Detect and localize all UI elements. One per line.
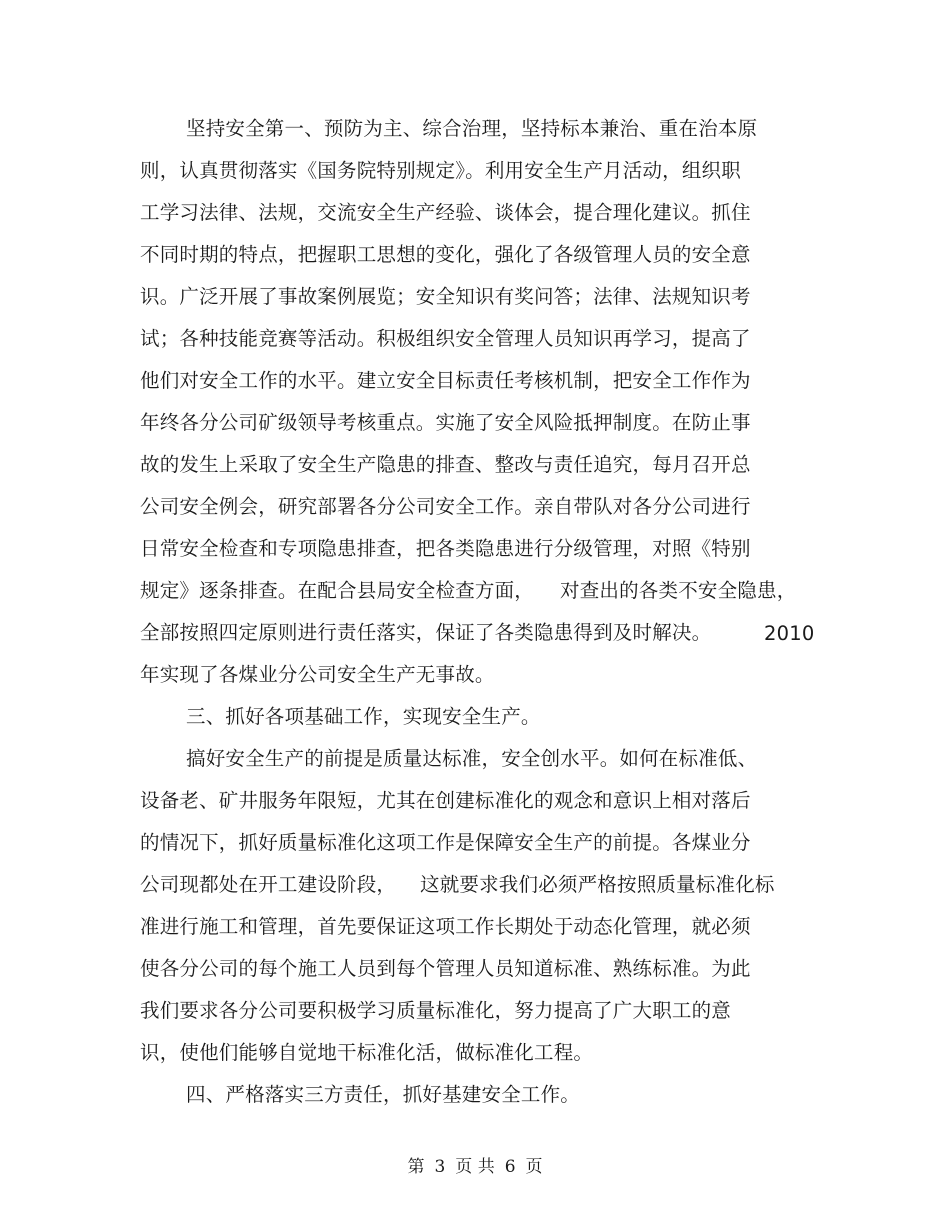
paragraph-line: 搞好安全生产的前提是质量达标准，安全创水平。如何在标准低、 bbox=[186, 747, 758, 770]
paragraph-line: 他们对安全工作的水平。建立安全目标责任考核机制，把安全工作作为 bbox=[140, 369, 751, 392]
paragraph-line: 这就要求我们必须严格按照质量标准化标 bbox=[420, 873, 775, 896]
paragraph-line: 规定》逐条排查。在配合县局安全检查方面， bbox=[140, 579, 535, 602]
paragraph-line: 年实现了各煤业分公司安全生产无事故。 bbox=[140, 663, 495, 686]
footer-suffix: 页 bbox=[525, 1157, 543, 1177]
paragraph-line: 故的发生上采取了安全生产隐患的排查、整改与责任追究，每月召开总 bbox=[140, 453, 751, 476]
footer-total-pages: 6 bbox=[504, 1157, 516, 1177]
footer-middle: 页 共 bbox=[455, 1157, 495, 1177]
page-footer bbox=[0, 1152, 950, 1177]
year-number: 2010 bbox=[764, 622, 815, 645]
section-heading: 三、抓好各项基础工作，实现安全生产。 bbox=[186, 705, 541, 728]
paragraph-line: 公司安全例会，研究部署各分公司安全工作。亲自带队对各分公司进行 bbox=[140, 495, 751, 518]
paragraph-line: 我们要求各分公司要积极学习质量标准化，努力提高了广大职工的意 bbox=[140, 999, 732, 1022]
paragraph-line: 准进行施工和管理，首先要保证这项工作长期处于动态化管理，就必须 bbox=[140, 915, 751, 938]
paragraph-line: 公司现都处在开工建设阶段， bbox=[140, 873, 397, 896]
paragraph-line: 全部按照四定原则进行责任落实，保证了各类隐患得到及时解决。 bbox=[140, 621, 712, 644]
footer-page-number: 3 bbox=[434, 1157, 446, 1177]
paragraph-line: 设备老、矿井服务年限短，尤其在创建标准化的观念和意识上相对落后 bbox=[140, 789, 751, 812]
paragraph-line: 使各分公司的每个施工人员到每个管理人员知道标准、熟练标准。为此 bbox=[140, 957, 751, 980]
paragraph-line: 对查出的各类不安全隐患， bbox=[560, 579, 797, 602]
paragraph-line: 年终各分公司矿级领导考核重点。实施了安全风险抵押制度。在防止事 bbox=[140, 411, 751, 434]
paragraph-line: 不同时期的特点，把握职工思想的变化，强化了各级管理人员的安全意 bbox=[140, 243, 751, 266]
paragraph-line: 识，使他们能够自觉地干标准化活，做标准化工程。 bbox=[140, 1041, 594, 1064]
paragraph-line: 识。广泛开展了事故案例展览；安全知识有奖问答；法律、法规知识考 bbox=[140, 285, 751, 308]
paragraph-line: 工学习法律、法规，交流安全生产经验、谈体会，提合理化建议。抓住 bbox=[140, 201, 751, 224]
paragraph-line: 日常安全检查和专项隐患排查，把各类隐患进行分级管理，对照《特别 bbox=[140, 537, 751, 560]
paragraph-line: 试；各种技能竞赛等活动。积极组织安全管理人员知识再学习，提高了 bbox=[140, 327, 751, 350]
paragraph-line: 则，认真贯彻落实《国务院特别规定》。利用安全生产月活动，组织职 bbox=[140, 159, 741, 182]
paragraph-line: 的情况下，抓好质量标准化这项工作是保障安全生产的前提。各煤业分 bbox=[140, 831, 751, 854]
paragraph-line: 坚持安全第一、预防为主、综合治理，坚持标本兼治、重在治本原 bbox=[186, 117, 758, 140]
section-heading: 四、严格落实三方责任，抓好基建安全工作。 bbox=[186, 1083, 581, 1106]
footer-prefix: 第 bbox=[407, 1157, 425, 1177]
